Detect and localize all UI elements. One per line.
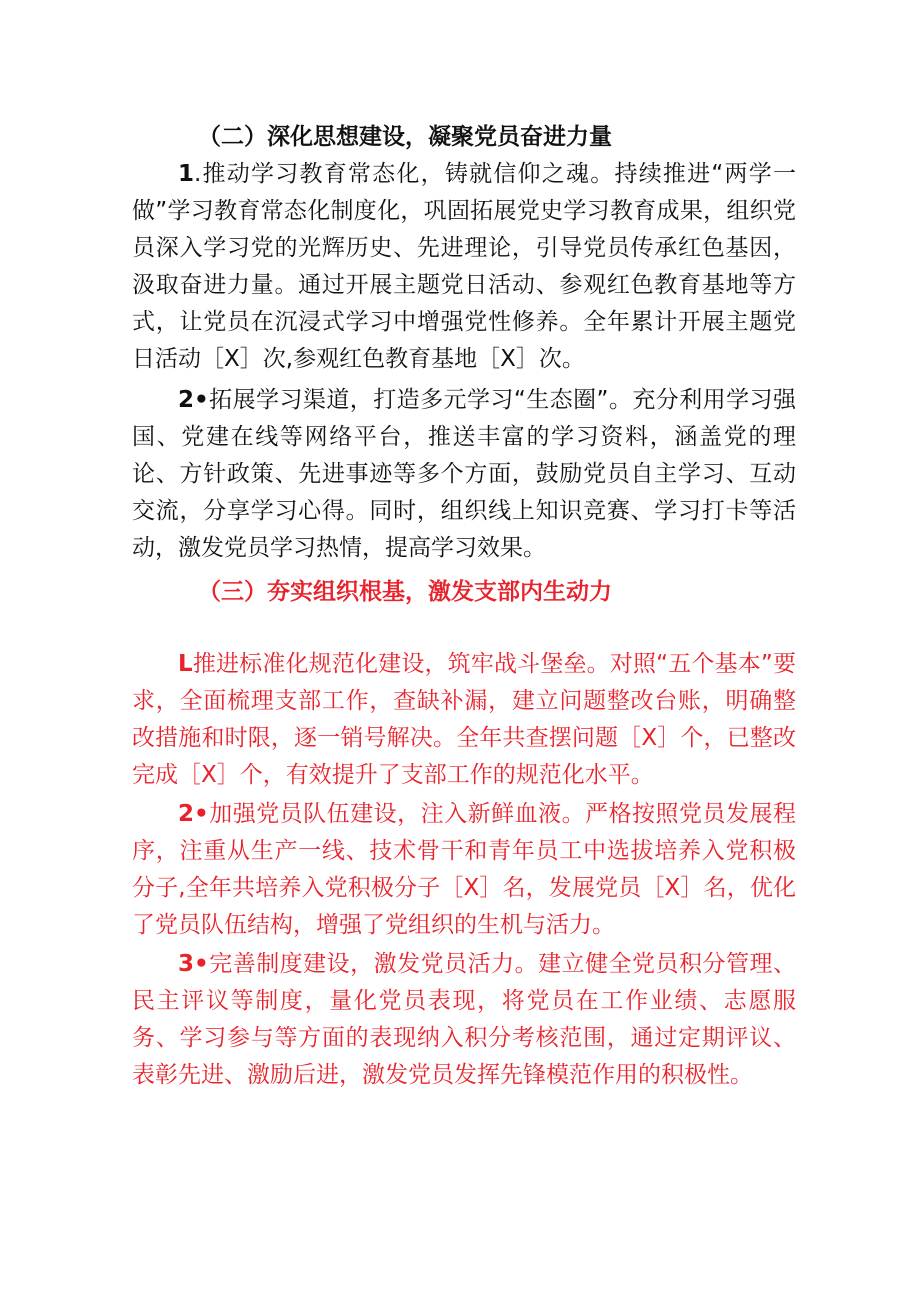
item-text: 完善制度建设，激发党员活力。建立健全党员积分管理、民主评议等制度，量化党员表现，将党员在工作业绩、志愿服务、学习参与等方面的表现纳入积分考核范围，通过定期评议、表彰先进、激励后进，激发党员发挥先锋模范作用的积极性。 [132, 951, 796, 1088]
paragraph-item-2-1 [132, 156, 796, 378]
section-heading-2: （二）深化思想建设，凝聚党员奋进力量 [198, 124, 612, 150]
item-number: 2• [178, 801, 209, 827]
paragraph-item-3-2 [132, 796, 796, 944]
paragraph-item-2-2 [132, 382, 796, 567]
section-heading-3: （三）夯实组织根基，激发支部内生动力 [198, 579, 612, 605]
item-text: 拓展学习渠道，打造多元学习“生态圈”。充分利用学习强国、党建在线等网络平台，推送丰富的学习资料，涵盖党的理论、方针政策、先进事迹等多个方面，鼓励党员自主学习、互动交流，分享学习心得。同时，组织线上知识竞赛、学习打卡等活动，激发党员学习热情，提高学习效果。 [132, 387, 796, 561]
paragraph-item-3-1 [132, 646, 796, 794]
item-text: .推动学习教育常态化，铸就信仰之魂。持续推进“两学一做”学习教育常态化制度化，巩固拓展党史学习教育成果，组织党员深入学习党的光辉历史、先进理论，引导党员传承红色基因，汲取奋进力量。通过开展主题党日活动、参观红色教育基地等方式，让党员在沉浸式学习中增强党性修养。全年累计开展主题党日活动［X］次,参观红色教育基地［X］次。 [132, 161, 796, 372]
item-number: 2• [178, 387, 209, 413]
item-number: 3• [178, 951, 209, 977]
item-text: 加强党员队伍建设，注入新鲜血液。严格按照党员发展程序，注重从生产一线、技术骨干和青年员工中选拔培养入党积极分子,全年共培养入党积极分子［X］名，发展党员［X］名，优化了党员队伍结构，增强了党组织的生机与活力。 [132, 801, 796, 938]
item-text: 推进标准化规范化建设，筑牢战斗堡垒。对照“五个基本”要求，全面梳理支部工作，查缺补漏，建立问题整改台账，明确整改措施和时限，逐一销号解决。全年共查摆问题［X］个，已整改完成［X］个，有效提升了支部工作的规范化水平。 [132, 651, 796, 788]
item-number: L [178, 651, 193, 677]
paragraph-item-3-3 [132, 946, 796, 1094]
item-number: 1 [178, 161, 195, 187]
